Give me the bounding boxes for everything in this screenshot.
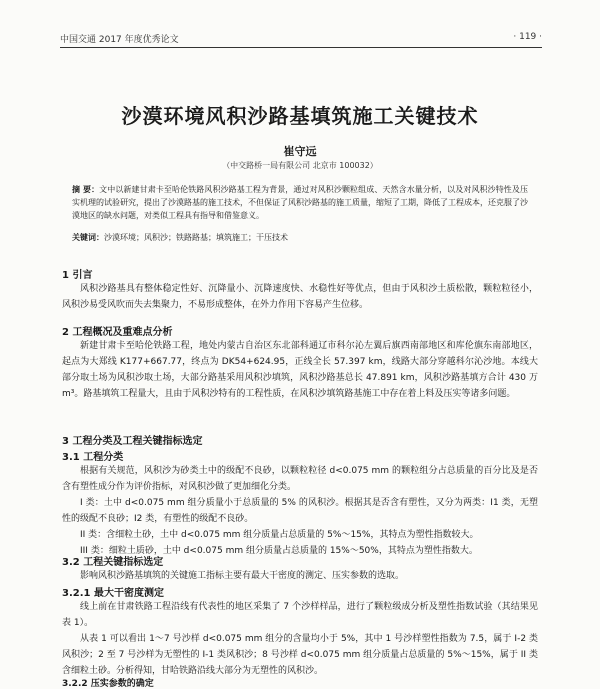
paragraph: 新建甘肃卡至哈伦铁路工程，地处内蒙古自治区东北部科通辽市科尔沁左翼后旗西南部地区和库伦旗东南部地区，起点为大郑线 K177+667.77，终点为 DK54+624.95，正线全长 57.397 km，线路大部分穿越科尔沁沙地。本线大部分取土场为风积沙取土场，大部分路基采用风积沙填筑，风积沙路基总长 47.891 km，风积沙路基填方合计 430 万 m³。路基填筑工程量大，且由于风积沙特有的工程性质，在风积沙填筑路基施工中存在着上料及压实等诸多问题。 bbox=[62, 341, 538, 399]
paragraph: 线上前在甘肃铁路工程沿线有代表性的地区采集了 7 个沙样样品，进行了颗粒级成分析及塑性指数试验（其结果见表 1）。 bbox=[62, 602, 538, 628]
section-3-1-body bbox=[62, 463, 538, 559]
paragraph: 风积沙路基具有整体稳定性好、沉降量小、沉降速度快、水稳性好等优点，但由于风积沙土质松散，颗粒粒径小，风积沙易受风吹而失去集聚力，不易形成整体，在外力作用下容易产生位移。 bbox=[62, 284, 538, 310]
section-heading-3-2-2: 3.2.2 压实参数的确定 bbox=[62, 679, 154, 689]
section-heading-3-1: 3.1 工程分类 bbox=[62, 452, 124, 463]
paragraph: I 类：土中 d<0.075 mm 组分质量小于总质量的 5% 的风积沙。根据其是否含有塑性，又分为两类：I1 类，无塑性的级配不良砂；I2 类，有塑性的级配不良砂。 bbox=[62, 498, 538, 524]
author-affiliation: （中交路桥一局有限公司 北京市 100032） bbox=[222, 161, 378, 170]
section-heading-1: 1 引言 bbox=[62, 270, 93, 281]
journal-name: 中国交通 2017 年度优秀论文 bbox=[60, 35, 179, 45]
section-heading-3: 3 工程分类及工程关键指标选定 bbox=[62, 436, 203, 447]
running-header bbox=[60, 31, 542, 48]
abstract bbox=[72, 183, 528, 222]
paragraph: III 类：细粒土质砂，土中 d<0.075 mm 组分质量占总质量的 15%～50%，其特点为塑性指数大。 bbox=[80, 546, 478, 556]
section-2-body bbox=[62, 338, 538, 402]
page-number: · 119 · bbox=[513, 32, 542, 42]
abstract-text: 文中以新建甘肃卡至哈伦铁路风积沙路基工程为背景，通过对风积沙颗粒组成、天然含水量分析，以及对风积沙特性及压实机理的试验研究，提出了沙漠路基的施工技术，不但保证了风积沙路基的施工质量，缩短了工期，降低了工程成本，还克服了沙漠地区的缺水问题，对类似工程具有指导和借鉴意义。 bbox=[72, 185, 528, 220]
paper-title: 沙漠环境风积沙路基填筑施工关键技术 bbox=[121, 104, 479, 128]
section-heading-3-2: 3.2 工程关键指标选定 bbox=[62, 557, 164, 568]
paragraph: 根据有关规范，风积沙为砂类土中的级配不良砂，以颗粒粒径 d<0.075 mm 的颗粒组分占总质量的百分比及是否含有塑性成分作为评价指标，对风积沙做了更加细化分类。 bbox=[62, 466, 538, 492]
paragraph: 影响风积沙路基填筑的关键施工指标主要有最大干密度的测定、压实参数的选取。 bbox=[80, 571, 405, 581]
section-heading-3-2-1: 3.2.1 最大干密度测定 bbox=[62, 588, 164, 599]
keywords bbox=[72, 232, 528, 243]
paragraph: II 类：含细粒土砂，土中 d<0.075 mm 组分质量占总质量的 5%～15%，其特点为塑性指数较大。 bbox=[80, 530, 479, 540]
section-1-body bbox=[62, 281, 538, 313]
section-3-2-body bbox=[62, 568, 538, 584]
section-heading-2: 2 工程概况及重难点分析 bbox=[62, 327, 173, 338]
keywords-text: 沙漠环境；风积沙；铁路路基；填筑施工；干压技术 bbox=[104, 233, 288, 242]
paragraph: 从表 1 可以看出 1～7 号沙样 d<0.075 mm 组分的含量均小于 5%，其中 1 号沙样塑性指数为 7.5，属于 I-2 类风积沙；2 至 7 号沙样为无塑性的 I-1 类风积沙；8 号沙样 d<0.075 mm 组分质量占总质量的 5%～15%，属于 II 类含细粒土砂。分析得知，甘哈铁路沿线大部分为无塑性的风积沙。 bbox=[62, 634, 538, 676]
author-name: 崔守远 bbox=[283, 145, 317, 158]
section-3-2-1-body bbox=[62, 599, 538, 679]
abstract-label: 摘 要： bbox=[72, 185, 100, 194]
keywords-label: 关键词： bbox=[72, 233, 104, 242]
